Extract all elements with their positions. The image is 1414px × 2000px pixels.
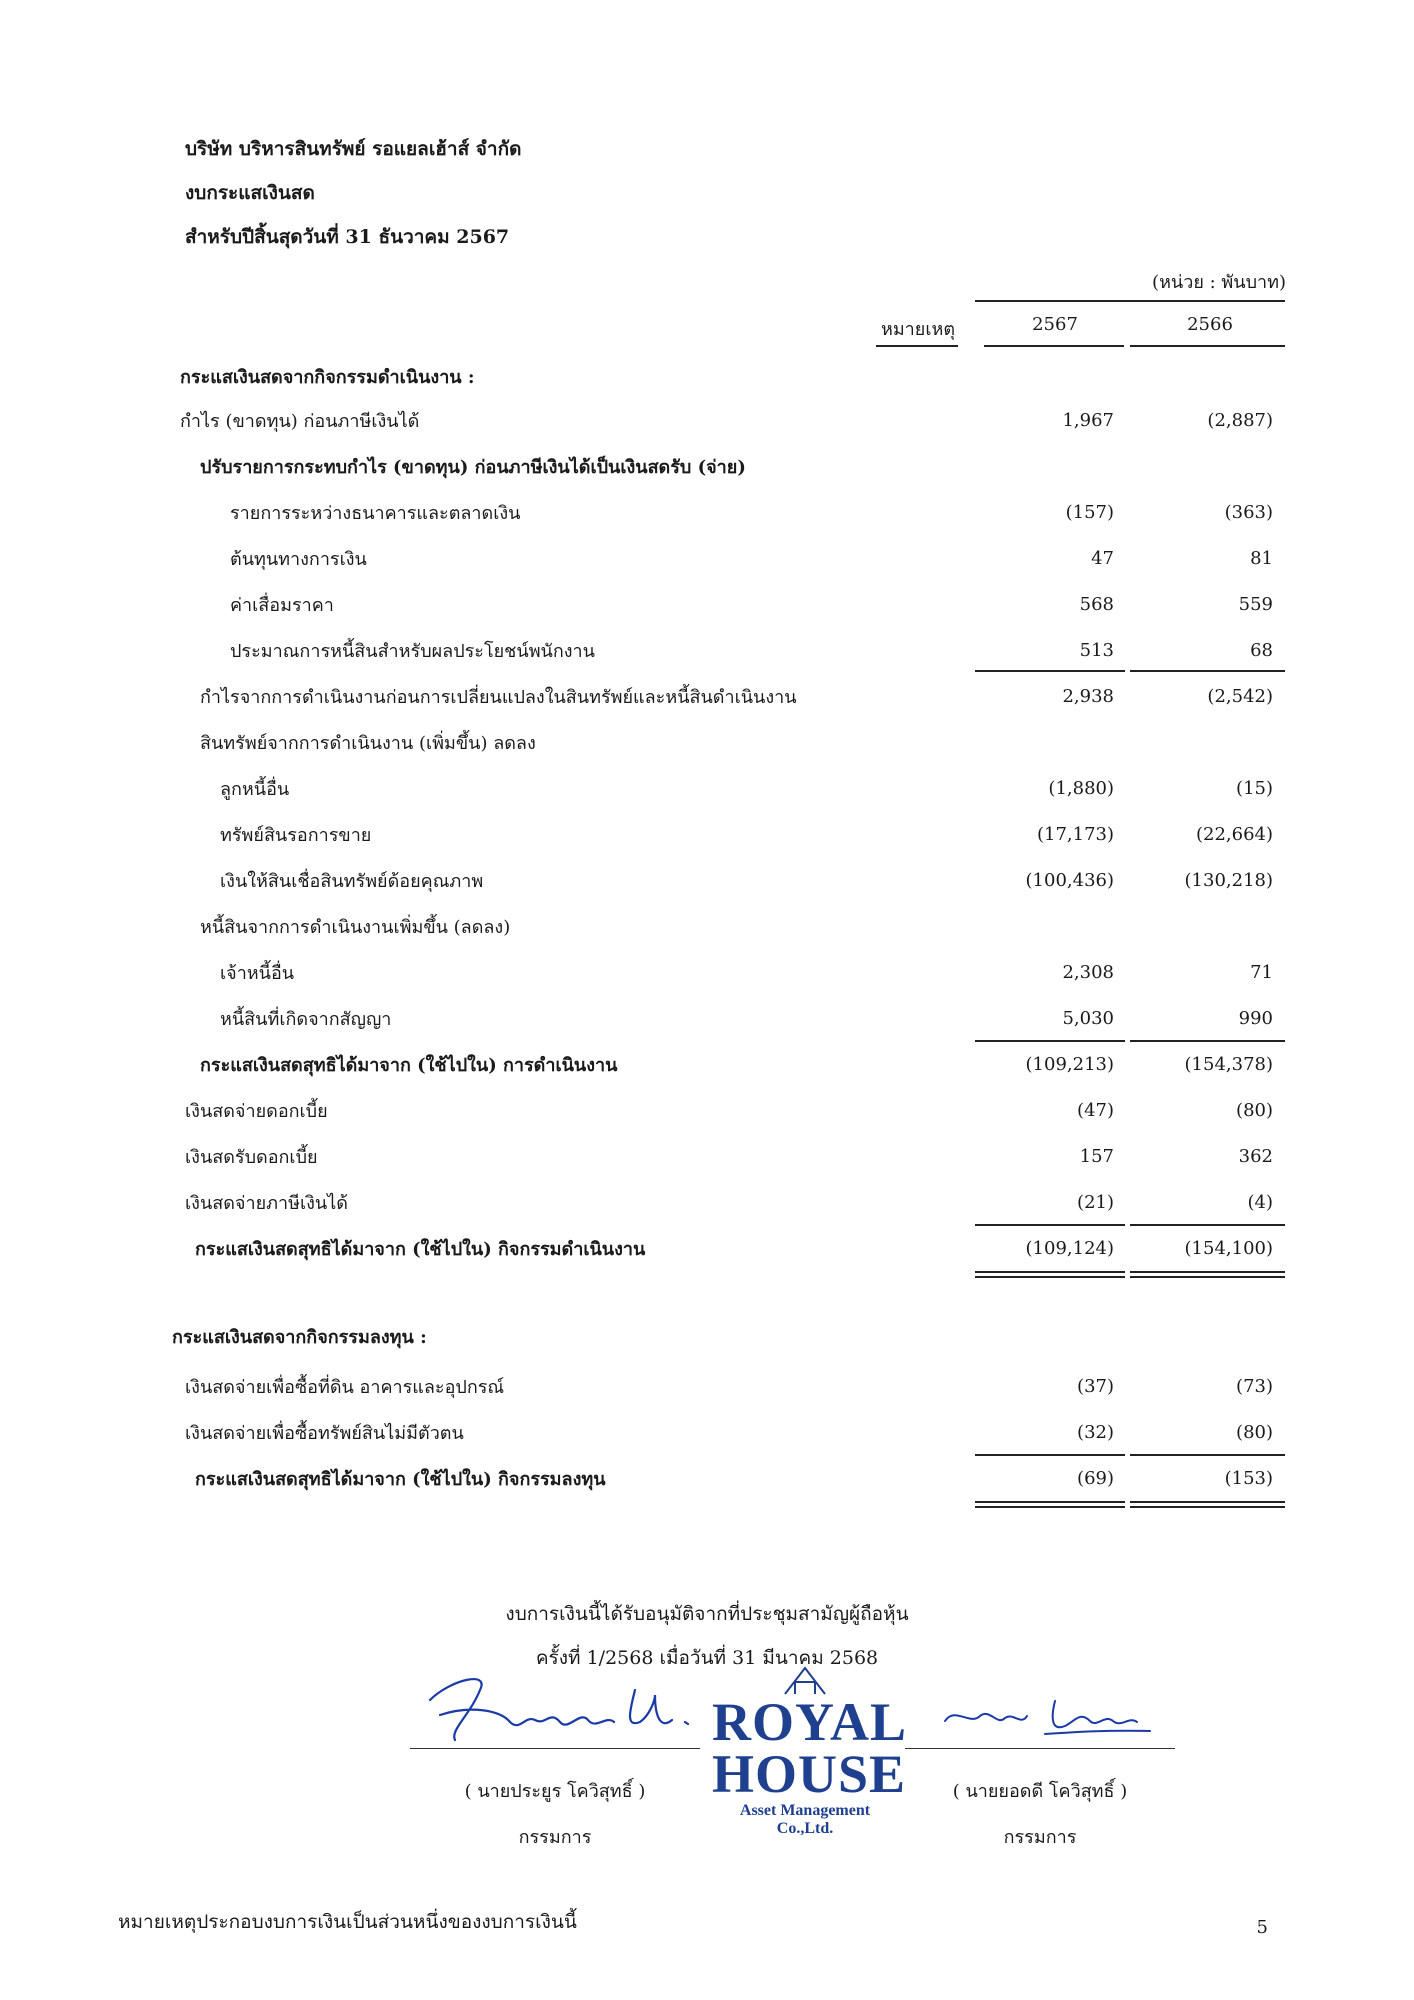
value-2566: 71 [1250,962,1273,983]
left-signatory-name: ( นายประยูร โควิสุทธิ์ ) [464,1781,646,1802]
subtotal-rule-2567 [975,1224,1125,1226]
left-signature-line [410,1748,700,1749]
table-row [0,362,1414,392]
row-label: ทรัพย์สินรอการขาย [220,825,372,846]
row-label: ปรับรายการกระทบกำไร (ขาดทุน) ก่อนภาษีเงินได้เป็นเงินสดรับ (จ่าย) [200,457,746,478]
page-number: 5 [1256,1917,1268,1938]
row-label: เงินสดจ่ายภาษีเงินได้ [185,1193,348,1214]
year1-header-rule [984,345,1124,347]
row-label: เงินสดรับดอกเบี้ย [185,1147,318,1168]
total-double-rule-2567 [975,1271,1125,1273]
company-logo [712,1692,908,1838]
right-signatory-name: ( นายยอดดี โควิสุทธิ์ ) [952,1781,1128,1802]
table-row [0,866,1414,896]
value-2566: 990 [1238,1008,1273,1029]
value-2567: (1,880) [1048,778,1114,799]
value-2566: (73) [1236,1376,1273,1397]
table-row [0,1418,1414,1448]
left-signature-scribble [410,1660,710,1750]
row-label: กระแสเงินสดสุทธิได้มาจาก (ใช้ไปใน) กิจกรรมลงทุน [195,1469,606,1490]
table-row [0,452,1414,482]
note-column-header: หมายเหตุ [880,319,956,340]
total-double-rule-2566 [1130,1501,1285,1503]
value-2567: (157) [1065,502,1114,523]
value-2566: 68 [1250,640,1273,661]
row-label: กำไร (ขาดทุน) ก่อนภาษีเงินได้ [180,411,420,432]
value-2566: (130,218) [1184,870,1273,891]
value-2566: (15) [1236,778,1273,799]
row-label: หนี้สินจากการดำเนินงานเพิ่มขึ้น (ลดลง) [200,917,511,938]
table-row [0,1142,1414,1172]
value-2566: 81 [1250,548,1273,569]
logo-house: HOUSE [712,1744,907,1804]
value-2566: (154,378) [1184,1054,1273,1075]
subtotal-rule-2566 [1130,670,1285,672]
subtotal-rule-2566 [1130,1040,1285,1042]
value-2566: (4) [1247,1192,1273,1213]
value-2567: (109,124) [1025,1238,1114,1259]
row-label: กระแสเงินสดสุทธิได้มาจาก (ใช้ไปใน) กิจกรรมดำเนินงาน [195,1239,646,1260]
total-double-rule-2566 [1130,1506,1285,1508]
row-label: เงินสดจ่ายเพื่อซื้อทรัพย์สินไม่มีตัวตน [185,1423,464,1444]
right-signatory-title: กรรมการ [1003,1827,1077,1848]
value-2567: 5,030 [1062,1008,1114,1029]
row-label: ประมาณการหนี้สินสำหรับผลประโยชน์พนักงาน [230,641,595,662]
total-double-rule-2567 [975,1506,1125,1508]
logo-subtitle: Asset Management Co.,Ltd. [739,1802,871,1837]
row-label: เงินสดจ่ายดอกเบี้ย [185,1101,328,1122]
table-row [0,1234,1414,1264]
value-2567: 1,967 [1062,410,1114,431]
row-label: เงินให้สินเชื่อสินทรัพย์ด้อยคุณภาพ [220,871,484,892]
logo-royal: ROYAL [712,1692,908,1752]
header-top-rule [975,300,1285,302]
table-row [0,544,1414,574]
table-row [0,682,1414,712]
table-row [0,1004,1414,1034]
year-2566-header: 2566 [1187,314,1233,335]
row-label: กำไรจากการดำเนินงานก่อนการเปลี่ยนแปลงในสินทรัพย์และหนี้สินดำเนินงาน [200,687,797,708]
value-2566: (363) [1224,502,1273,523]
total-double-rule-2566 [1130,1276,1285,1278]
company-name: บริษัท บริหารสินทรัพย์ รอแยลเฮ้าส์ จำกัด [185,138,522,160]
table-row [0,820,1414,850]
value-2567: 2,308 [1062,962,1114,983]
row-label: หนี้สินที่เกิดจากสัญญา [220,1009,392,1030]
value-2567: (37) [1077,1376,1114,1397]
value-2567: (17,173) [1036,824,1114,845]
table-row [0,728,1414,758]
year-2567-header: 2567 [1032,314,1078,335]
row-label: กระแสเงินสดสุทธิได้มาจาก (ใช้ไปใน) การดำเนินงาน [200,1055,618,1076]
subtotal-rule-2567 [975,670,1125,672]
row-label: เงินสดจ่ายเพื่อซื้อที่ดิน อาคารและอุปกรณ์ [185,1377,505,1398]
value-2566: (2,542) [1207,686,1273,707]
row-label: สินทรัพย์จากการดำเนินงาน (เพิ่มขึ้น) ลดลง [200,733,536,754]
house-roof-icon [780,1662,830,1696]
value-2567: 157 [1079,1146,1114,1167]
table-row [0,1188,1414,1218]
value-2567: (32) [1077,1422,1114,1443]
value-2566: 362 [1238,1146,1273,1167]
row-label: ค่าเสื่อมราคา [230,595,334,616]
table-row [0,1372,1414,1402]
value-2567: (100,436) [1025,870,1114,891]
value-2567: 568 [1079,594,1114,615]
approval-line-2: ครั้งที่ 1/2568 เมื่อวันที่ 31 มีนาคม 2568 [535,1647,879,1669]
section-heading: กระแสเงินสดจากกิจกรรมลงทุน : [172,1327,427,1348]
value-2567: (69) [1077,1468,1114,1489]
unit-label: (หน่วย : พันบาท) [1152,272,1286,293]
total-double-rule-2567 [975,1276,1125,1278]
table-row [0,1322,1414,1352]
row-label: ต้นทุนทางการเงิน [230,549,367,570]
table-row [0,1464,1414,1494]
value-2567: 2,938 [1062,686,1114,707]
table-row [0,1050,1414,1080]
table-row [0,958,1414,988]
value-2567: (109,213) [1025,1054,1114,1075]
value-2567: (21) [1077,1192,1114,1213]
right-signature-line [905,1748,1175,1749]
statement-title: งบกระแสเงินสด [185,182,315,204]
value-2566: (153) [1224,1468,1273,1489]
left-signatory-title: กรรมการ [518,1827,592,1848]
table-row [0,590,1414,620]
table-row [0,406,1414,436]
value-2566: (154,100) [1184,1238,1273,1259]
year2-header-rule [1130,345,1285,347]
value-2567: 47 [1091,548,1114,569]
value-2566: (80) [1236,1100,1273,1121]
row-label: เจ้าหนี้อื่น [220,963,295,984]
subtotal-rule-2567 [975,1454,1125,1456]
right-signature-scribble [935,1686,1165,1746]
subtotal-rule-2566 [1130,1454,1285,1456]
approval-line-1: งบการเงินนี้ได้รับอนุมัติจากที่ประชุมสามัญผู้ถือหุ้น [505,1603,909,1625]
note-header-rule [876,345,958,347]
table-row [0,912,1414,942]
statement-period: สำหรับปีสิ้นสุดวันที่ 31 ธันวาคม 2567 [185,226,510,248]
table-row [0,1096,1414,1126]
subtotal-rule-2566 [1130,1224,1285,1226]
value-2566: 559 [1238,594,1273,615]
value-2566: (80) [1236,1422,1273,1443]
footer-note: หมายเหตุประกอบงบการเงินเป็นส่วนหนึ่งของงบการเงินนี้ [118,1911,577,1933]
subtotal-rule-2567 [975,1040,1125,1042]
table-row [0,774,1414,804]
value-2566: (2,887) [1207,410,1273,431]
value-2567: 513 [1079,640,1114,661]
row-label: ลูกหนี้อื่น [220,779,290,800]
value-2566: (22,664) [1195,824,1273,845]
total-double-rule-2566 [1130,1271,1285,1273]
section-heading: กระแสเงินสดจากกิจกรรมดำเนินงาน : [180,367,475,388]
table-row [0,636,1414,666]
total-double-rule-2567 [975,1501,1125,1503]
row-label: รายการระหว่างธนาคารและตลาดเงิน [230,503,521,524]
table-row [0,498,1414,528]
value-2567: (47) [1077,1100,1114,1121]
